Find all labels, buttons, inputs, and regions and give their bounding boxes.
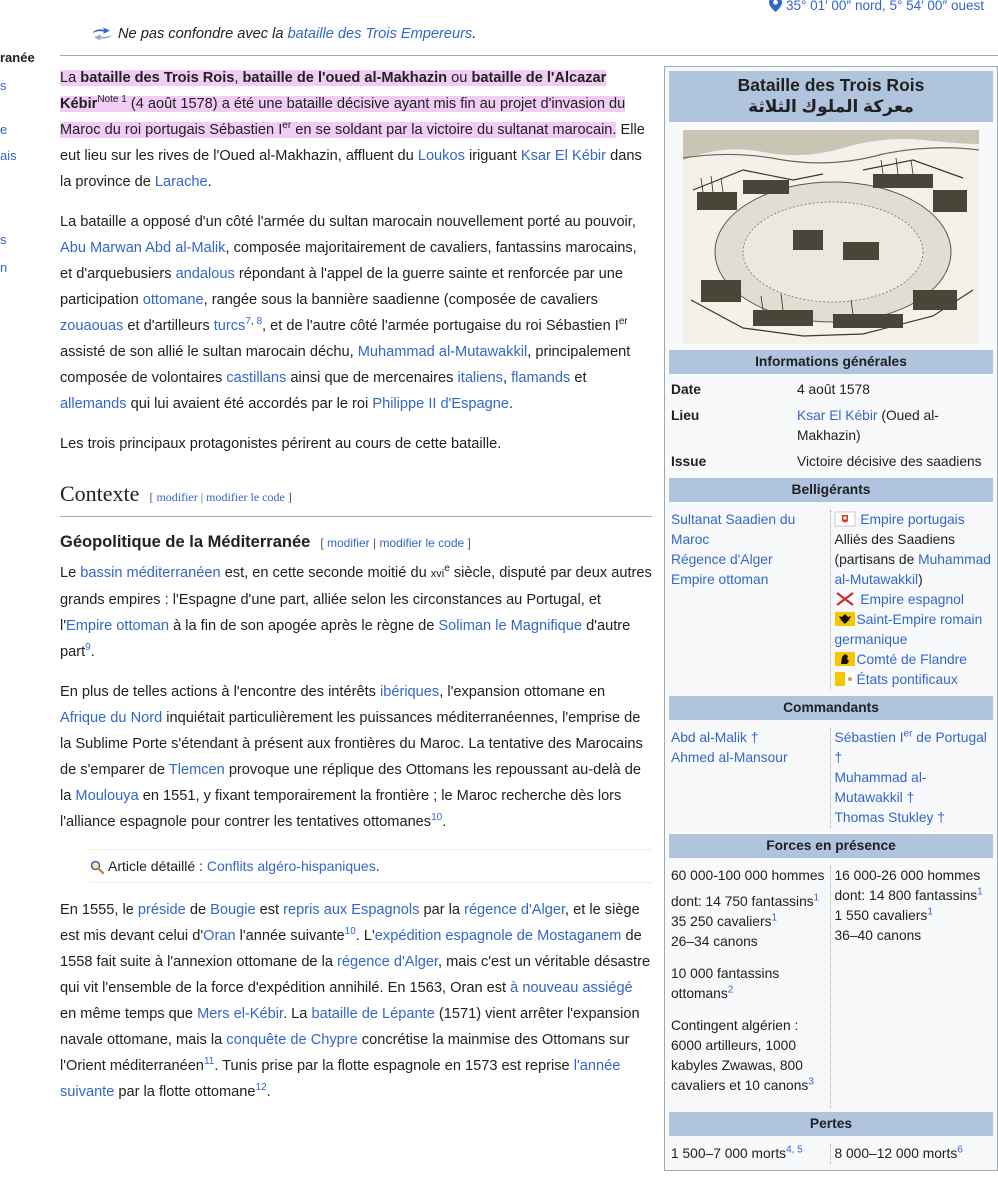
geo-paragraph-2 xyxy=(60,679,652,835)
superscript-er: er xyxy=(282,120,292,132)
subsection-title: Géopolitique de la Méditerranée xyxy=(60,533,311,551)
intro-paragraph-1 xyxy=(60,65,652,195)
link-moulouya[interactable]: Moulouya xyxy=(75,788,139,804)
text: par la flotte ottomane xyxy=(114,1084,256,1100)
text: répondant à l'appel de la guerre sainte et renforcée par une participation xyxy=(60,266,623,308)
edit-link[interactable]: modifier xyxy=(156,490,198,504)
text: 8 000–12 000 morts xyxy=(834,1146,958,1161)
belligerants-left xyxy=(669,510,830,690)
intro-paragraph-2 xyxy=(60,209,652,417)
text: , xyxy=(502,370,512,386)
bracket: [ xyxy=(149,490,157,504)
link-regence-d-alger[interactable]: Régence d'Alger xyxy=(671,552,773,567)
ref-11[interactable]: 11 xyxy=(203,1056,215,1068)
infobox-header-forces: Forces en présence xyxy=(669,834,993,858)
link-empire-ottoman[interactable]: Empire ottoman xyxy=(671,572,769,587)
infobox-row-issue xyxy=(671,452,991,472)
text: en se soldant par la victoire du sultanat marocain. xyxy=(291,122,617,138)
infobox-header-belligerants: Belligérants xyxy=(669,478,993,502)
hatnote-prefix: Ne pas confondre avec la xyxy=(118,26,288,42)
text: de xyxy=(185,902,211,918)
ref-7[interactable]: 7 xyxy=(245,316,251,328)
text: . xyxy=(375,858,380,874)
edit-code-link[interactable]: modifier le code xyxy=(379,536,465,550)
text: , et de l'autre côté l'armée portugaise du roi Sébastien I xyxy=(262,318,619,334)
text: En plus de telles actions à l'encontre des intérêts xyxy=(60,684,380,700)
link-ksar-el-kebir[interactable]: Ksar El Kébir xyxy=(520,148,607,164)
text: 10 000 fantassins ottomans xyxy=(671,966,780,1001)
label-issue: Issue xyxy=(671,454,707,469)
hatnote-divider xyxy=(60,55,998,56)
sidebar-heading-fragment: ranée xyxy=(0,50,35,65)
hatnote-link[interactable]: bataille des Trois Empereurs xyxy=(287,26,473,42)
infobox-header-general: Informations générales xyxy=(669,350,993,374)
geo-paragraph-1 xyxy=(60,560,652,665)
belligerants-columns xyxy=(669,510,993,690)
forces-right xyxy=(830,866,994,1108)
link-abd-al-malik[interactable]: Abu Marwan Abd al-Malik xyxy=(60,240,226,256)
text: de 1558 fait suite à l'annexion ottomane de la xyxy=(60,928,642,970)
link-ksar-el-kebir[interactable]: Ksar El Kébir xyxy=(797,408,878,423)
link-bougie[interactable]: Bougie xyxy=(210,902,256,918)
text: 16 000-26 000 hommes dont: 14 800 fantassins xyxy=(834,868,981,903)
ref-separator: , xyxy=(250,316,257,328)
text: (1571) vient arrêter l'expansion navale ottomane, mais la xyxy=(60,1006,640,1048)
text: . L' xyxy=(355,928,375,944)
ref-3[interactable]: 3 xyxy=(808,1076,814,1088)
value-issue: Victoire décisive des saadiens xyxy=(797,454,982,469)
text: iriguant xyxy=(464,148,521,164)
text: concrétise la mainmise des Ottomans sur l'Orient méditerranéen xyxy=(60,1032,630,1074)
century-numeral: xvi xyxy=(430,568,445,580)
text: en 1551, y fixant temporairement la frontière ; le Maroc recherche dès lors l'alliance espagnole pour contrer les tentatives ottomanes xyxy=(60,788,622,830)
text: dont: 14 750 fantassins xyxy=(671,894,814,909)
text: qui lui avaient été accordés par le roi xyxy=(126,396,373,412)
text: à la fin de son apogée après le règne de xyxy=(169,618,439,634)
text: 36–40 canons xyxy=(834,928,922,943)
text: Sébastien I xyxy=(834,730,904,745)
link-annee-suivante[interactable]: l'année suivante xyxy=(60,1058,621,1100)
text: , rangée sous la bannière saadienne (composée de cavaliers xyxy=(203,292,598,308)
text: siècle, disputé par deux autres grands empires : l'Espagne d'une part, alliée selon les circonstances au Portugal, et l' xyxy=(60,565,652,634)
magnifier-icon xyxy=(90,860,104,874)
link-bataille-de-lepante[interactable]: bataille de Lépante xyxy=(311,1006,435,1022)
commandants-left xyxy=(669,728,830,828)
disambiguation-arrows-icon xyxy=(92,27,112,41)
link-zouaouas[interactable]: zouaouas xyxy=(60,318,124,334)
link-iberiques[interactable]: ibériques xyxy=(379,684,440,700)
infobox-row-date xyxy=(671,380,991,400)
highlighted-lead xyxy=(60,70,625,138)
detailed-article-hatnote xyxy=(90,849,652,883)
hre-eagle-flag-icon xyxy=(835,612,855,626)
text: l'année suivante xyxy=(235,928,345,944)
bold-title-2: bataille de l'oued al-Makhazin xyxy=(242,70,448,86)
text: (Oued al-Makhazin) xyxy=(797,408,939,443)
text: , principalement composée de volontaires xyxy=(60,344,631,386)
portugal-flag-icon xyxy=(835,512,855,526)
link-preside[interactable]: préside xyxy=(137,902,186,918)
text: Contingent algérien : 6000 artilleurs, 1000 kabyles Zwawas, 800 cavaliers et 10 canons xyxy=(671,1018,809,1093)
text: Alliés des Saadiens (partisans de xyxy=(834,532,955,567)
infobox xyxy=(664,66,998,1171)
link-conquete-de-chypre[interactable]: conquête de Chypre xyxy=(226,1032,358,1048)
value-lieu xyxy=(797,406,991,446)
coordinates-text[interactable]: 35° 01′ 00″ nord, 5° 54′ 00″ ouest xyxy=(785,0,984,13)
text: , et le siège est mis devant celui d' xyxy=(60,902,640,944)
ref-6[interactable]: 6 xyxy=(957,1144,963,1156)
separator: | xyxy=(369,536,380,550)
infobox-title-arabic: معركة الملوك الثلاثة xyxy=(748,97,914,116)
text: d'autre part xyxy=(60,618,631,660)
infobox-header-commandants: Commandants xyxy=(669,696,993,720)
text: En 1555, le xyxy=(60,902,138,918)
text: par la xyxy=(419,902,465,918)
text: (4 août 1578) a été une bataille décisive ayant mis fin au projet d'invasion du Maroc du roi portugais Sébastien I xyxy=(60,96,626,138)
link-soliman[interactable]: Soliman le Magnifique xyxy=(438,618,583,634)
forces-left-total: 60 000-100 000 hommes xyxy=(671,868,825,883)
text: . xyxy=(207,174,212,190)
section-heading-contexte xyxy=(60,479,652,517)
ref-10[interactable]: 10 xyxy=(431,812,443,824)
text: Elle eut lieu sur les rives de l'Oued al-Makhazin, affluent du xyxy=(60,122,645,164)
value-date: 4 août 1578 xyxy=(797,382,870,397)
spain-burgundy-cross-flag-icon xyxy=(835,592,855,606)
battle-engraving-image[interactable] xyxy=(683,130,979,344)
link-a-nouveau-assiege[interactable]: à nouveau assiégé xyxy=(510,980,633,996)
link-tlemcen[interactable]: Tlemcen xyxy=(168,762,225,778)
belligerants-right xyxy=(830,510,994,690)
link-mutawakkil[interactable]: Muhammad al-Mutawakkil xyxy=(834,552,991,587)
ref-12[interactable]: 12 xyxy=(255,1082,267,1094)
link-thomas-stukley[interactable]: Thomas Stukley † xyxy=(834,810,945,825)
link-comte-de-flandre[interactable]: Comté de Flandre xyxy=(856,652,967,667)
link-regence-d-alger[interactable]: régence d'Alger xyxy=(337,954,438,970)
label-lieu: Lieu xyxy=(671,408,700,423)
ref-1[interactable]: 1 xyxy=(813,892,820,904)
text: provoque une réplique des Ottomans les repoussant au-delà de la xyxy=(60,762,641,804)
edit-link[interactable]: modifier xyxy=(326,536,370,550)
link-bassin-mediterraneen[interactable]: bassin méditerranéen xyxy=(80,565,221,581)
text: 35 250 cavaliers xyxy=(671,914,772,929)
link-repris-aux-espagnols[interactable]: repris aux Espagnols xyxy=(283,902,420,918)
link-mutawakkil[interactable]: Muhammad al-Mutawakkil † xyxy=(834,770,927,805)
text: dans la province de xyxy=(60,148,642,190)
ref-9[interactable]: 9 xyxy=(85,642,91,654)
text: est xyxy=(255,902,284,918)
link-ahmed-al-mansour[interactable]: Ahmed al-Mansour xyxy=(671,750,788,765)
losses-left xyxy=(669,1144,830,1164)
text: et d'artilleurs xyxy=(123,318,214,334)
infobox-header-pertes: Pertes xyxy=(669,1112,993,1136)
edit-code-link[interactable]: modifier le code xyxy=(206,490,285,504)
text: , xyxy=(234,70,243,86)
text: et xyxy=(570,370,587,386)
text: , l'expansion ottomane en xyxy=(439,684,606,700)
text: est, en cette seconde moitié du xyxy=(220,565,431,581)
bold-title-3: bataille de l'Alcazar Kébir xyxy=(60,70,607,112)
text: 26–34 canons xyxy=(671,934,758,949)
commandants-right xyxy=(830,728,994,828)
link-sebastien-i[interactable] xyxy=(835,730,987,765)
link-turcs[interactable]: turcs xyxy=(213,318,246,334)
text: Le xyxy=(60,565,81,581)
sidebar-link-fragment[interactable]: e xyxy=(0,122,8,137)
text: assisté de son allié le sultan marocain déchu, xyxy=(60,344,358,360)
link-philippe-ii[interactable]: Philippe II d'Espagne xyxy=(372,396,510,412)
text: . La xyxy=(283,1006,312,1022)
text: 1 500–7 000 morts xyxy=(671,1146,787,1161)
label-date: Date xyxy=(671,382,701,397)
separator: | xyxy=(197,490,207,504)
papal-states-flag-icon xyxy=(835,672,855,686)
coordinates-link[interactable] xyxy=(769,0,984,13)
text: . xyxy=(442,814,447,830)
ref-1[interactable]: 1 xyxy=(927,906,933,918)
ref-1[interactable]: 1 xyxy=(771,912,778,924)
link-loukos[interactable]: Loukos xyxy=(417,148,465,164)
link-empire-espagnol[interactable]: Empire espagnol xyxy=(860,592,964,607)
forces-right-details xyxy=(835,866,992,946)
ref-8[interactable]: 8 xyxy=(256,316,262,328)
sidebar-link-fragment[interactable]: n xyxy=(0,260,8,275)
superscript-e: e xyxy=(444,563,450,575)
article-body xyxy=(60,65,652,1119)
subsection-edit-links xyxy=(320,536,471,550)
note-1-ref[interactable]: Note 1 xyxy=(97,94,127,106)
link-allemands[interactable]: allemands xyxy=(60,396,127,412)
text: de Portugal † xyxy=(834,730,987,765)
link-castillans[interactable]: castillans xyxy=(226,370,287,386)
left-sidebar-fragment xyxy=(0,0,35,300)
infobox-title xyxy=(669,71,993,122)
text: . xyxy=(509,396,514,412)
map-pin-icon xyxy=(769,0,782,12)
superscript-er: er xyxy=(618,316,628,328)
text: ) xyxy=(918,572,923,587)
link-etats-pontificaux[interactable]: États pontificaux xyxy=(856,672,958,687)
disambiguation-hatnote xyxy=(92,26,476,42)
hatnote-suffix: . xyxy=(472,26,477,42)
infobox-title-french: Bataille des Trois Rois xyxy=(737,75,925,95)
link-mutawakkil[interactable]: Muhammad al-Mutawakkil xyxy=(357,344,528,360)
text: , mais c'est un véritable désastre qui vit l'ensemble de la force d'expédition annihilé. En 1563, Oran est xyxy=(60,954,651,996)
link-regence-d-alger[interactable]: régence d'Alger xyxy=(464,902,566,918)
text: inquiétait particulièrement les puissances méditerranéennes, l'emprise de la Sublime Porte s'étendant à présent aux frontières du Maroc. La tentative des Marocains de s'emparer de xyxy=(60,710,643,778)
link-larache[interactable]: Larache xyxy=(154,174,208,190)
text: , composée majoritairement de cavaliers, fantassins marocains, et d'arquebusiers xyxy=(60,240,637,282)
ref-4-5[interactable]: 4, 5 xyxy=(786,1144,803,1156)
text: . Tunis prise par la flotte espagnole en 1573 est reprise xyxy=(214,1058,574,1074)
superscript-er: er xyxy=(903,728,913,740)
link-conflits-algero-hispaniques[interactable]: Conflits algéro-hispaniques xyxy=(206,858,376,874)
text: ainsi que de mercenaires xyxy=(286,370,458,386)
ref-10[interactable]: 10 xyxy=(344,926,356,938)
bracket: ] xyxy=(464,536,471,550)
link-afrique-du-nord[interactable]: Afrique du Nord xyxy=(60,710,163,726)
subsection-heading-geopolitique xyxy=(60,529,652,556)
ref-2[interactable]: 2 xyxy=(727,984,734,996)
link-oran[interactable]: Oran xyxy=(203,928,236,944)
link-expedition-mostaganem[interactable]: expédition espagnole de Mostaganem xyxy=(374,928,622,944)
link-empire-ottoman[interactable]: Empire ottoman xyxy=(66,618,170,634)
text: La bataille a opposé d'un côté l'armée du sultan marocain nouvellement porté au pouvoir, xyxy=(60,214,636,230)
flanders-lion-flag-icon xyxy=(835,652,855,666)
link-sultanat-saadien[interactable]: Sultanat Saadien du Maroc xyxy=(671,512,796,547)
section-edit-links xyxy=(149,490,291,504)
sidebar-link-fragment[interactable]: s xyxy=(0,232,7,247)
link-mers-el-kebir[interactable]: Mers el-Kébir xyxy=(197,1006,284,1022)
link-andalous[interactable]: andalous xyxy=(175,266,235,282)
text: La xyxy=(60,70,81,86)
text: Article détaillé : xyxy=(108,858,207,874)
link-empire-portugais[interactable]: Empire portugais xyxy=(860,512,965,527)
text: . xyxy=(90,644,95,660)
losses-right xyxy=(830,1144,994,1164)
link-abd-al-malik[interactable]: Abd al-Malik † xyxy=(671,730,759,745)
link-saint-empire[interactable]: Saint-Empire romain germanique xyxy=(834,612,983,647)
losses-columns xyxy=(669,1144,993,1164)
forces-left-ottomans xyxy=(671,964,828,1004)
link-italiens[interactable]: italiens xyxy=(457,370,503,386)
link-flamands[interactable]: flamands xyxy=(511,370,571,386)
infobox-row-lieu xyxy=(671,406,991,446)
text: 1 550 cavaliers xyxy=(834,908,928,923)
commandants-columns xyxy=(669,728,993,828)
text: . xyxy=(266,1084,271,1100)
bracket: ] xyxy=(284,490,292,504)
geo-paragraph-3 xyxy=(60,897,652,1105)
text: en même temps que xyxy=(60,1006,198,1022)
link-ottomane[interactable]: ottomane xyxy=(142,292,204,308)
forces-left xyxy=(669,866,830,1108)
ref-group xyxy=(245,316,262,327)
bold-title-1: bataille des Trois Rois xyxy=(80,70,235,86)
forces-left-algerian xyxy=(671,1016,828,1096)
intro-paragraph-3: Les trois principaux protagonistes périrent au cours de cette bataille. xyxy=(60,436,502,452)
forces-left-details xyxy=(671,892,828,952)
bracket: [ xyxy=(320,536,327,550)
sidebar-link-fragment[interactable]: s xyxy=(0,78,7,93)
text: ou xyxy=(447,70,472,86)
ref-1[interactable]: 1 xyxy=(977,886,983,898)
battle-engraving-illustration xyxy=(683,130,979,344)
section-title: Contexte xyxy=(60,481,140,506)
sidebar-link-fragment[interactable]: ais xyxy=(0,148,17,163)
forces-columns xyxy=(669,866,993,1108)
